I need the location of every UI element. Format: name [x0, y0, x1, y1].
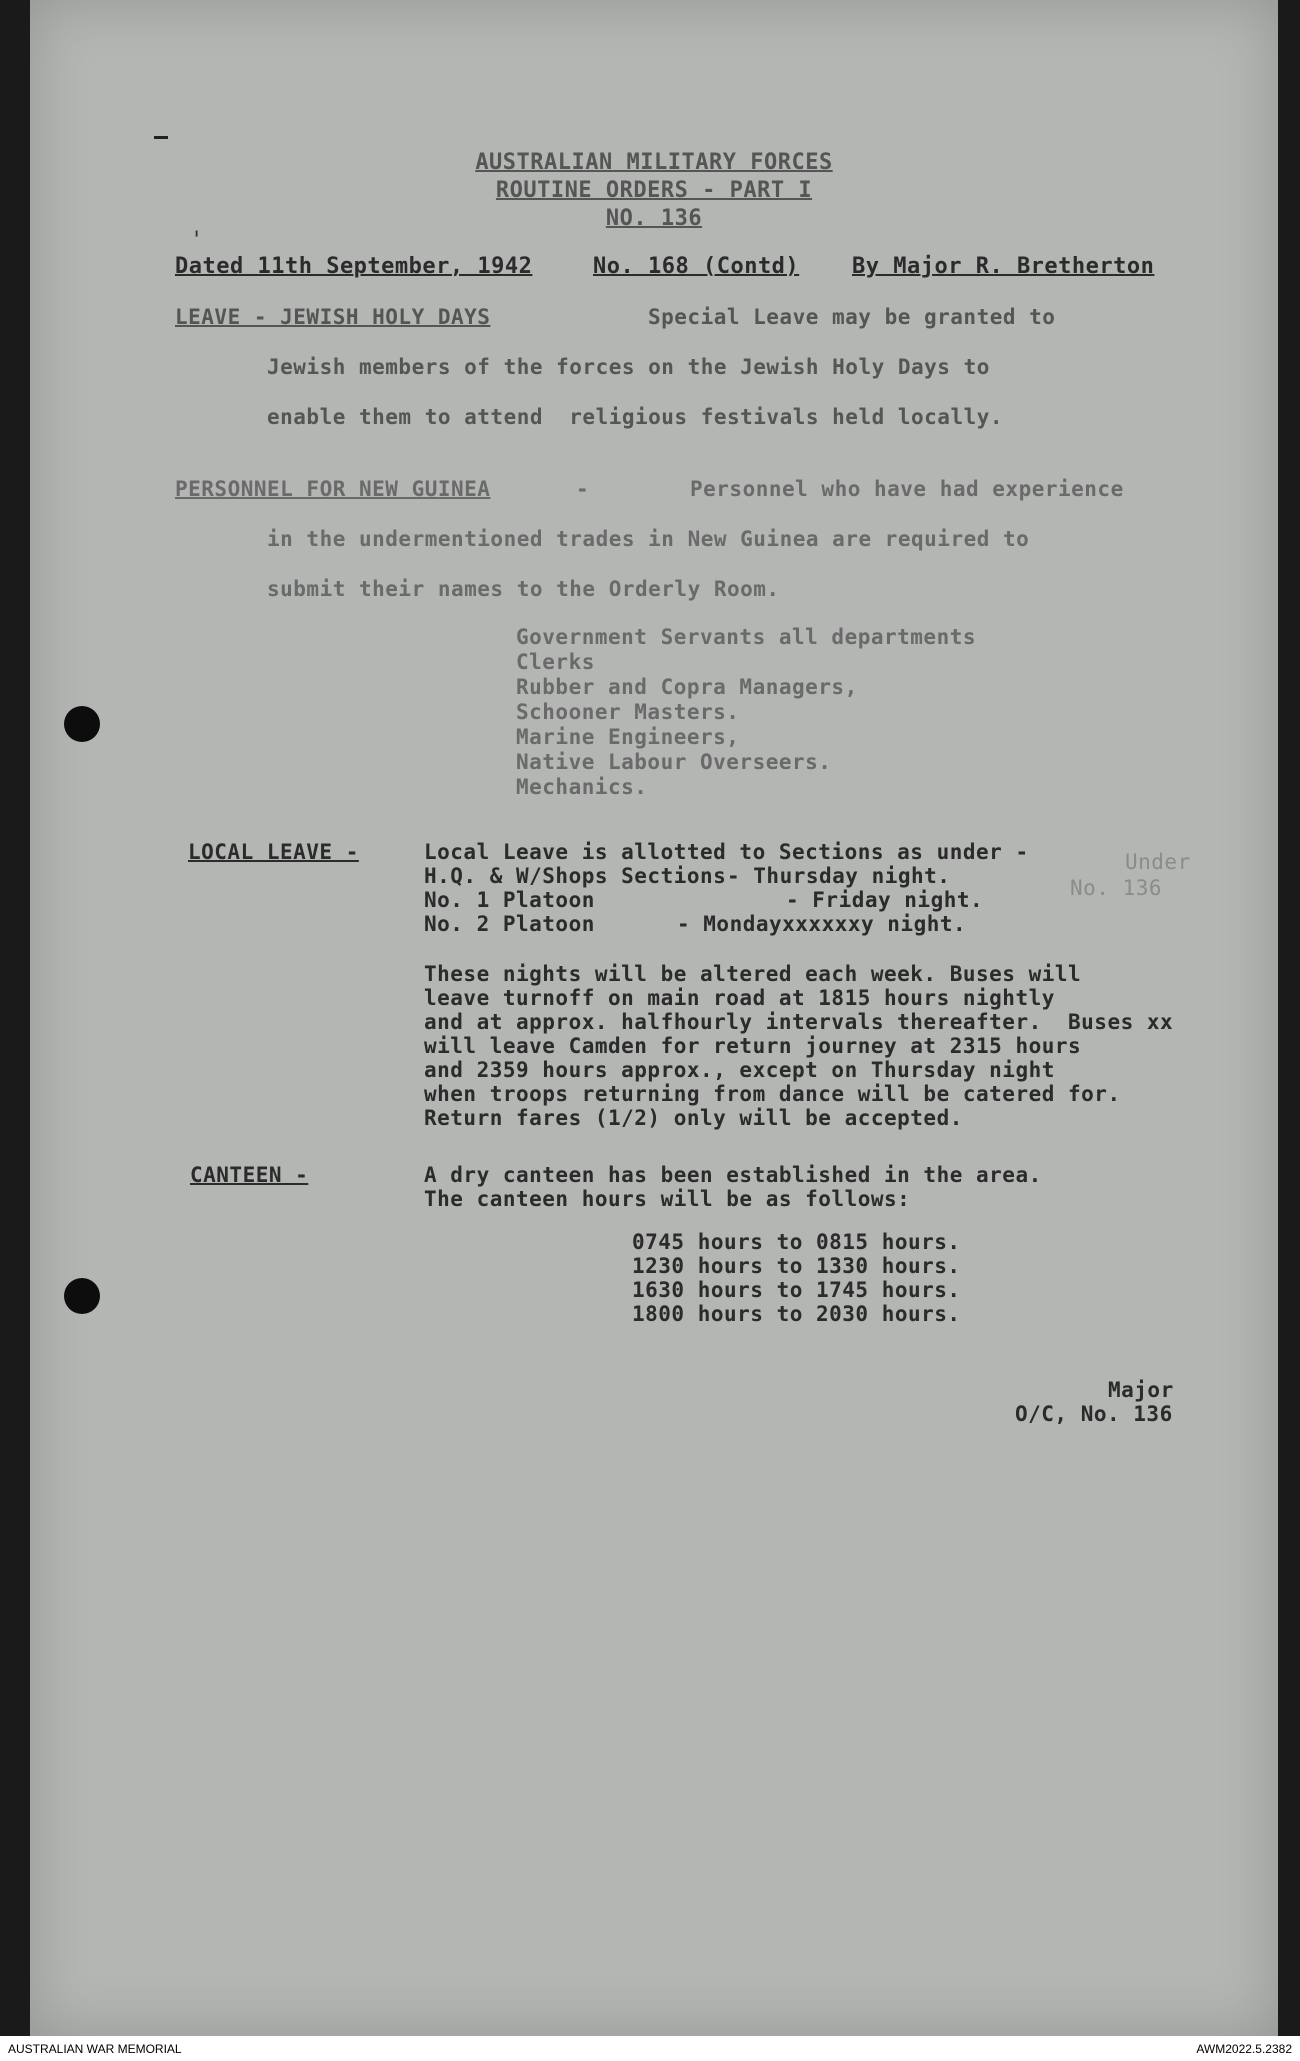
margin-mark [154, 136, 168, 139]
header-subtitle: ROUTINE ORDERS - PART I [495, 178, 813, 203]
signature-title: O/C, No. 136 [1015, 1402, 1173, 1426]
leave-night: - Friday night. [786, 888, 984, 912]
paragraph-line: when troops returning from dance will be catered for. [424, 1082, 1121, 1106]
paragraph-line: will leave Camden for return journey at 2315 hours [424, 1034, 1082, 1058]
paragraph-line: These nights will be altered each week. Buses will [424, 962, 1082, 986]
heading-dash: - [576, 477, 590, 501]
leave-unit: No. 1 Platoon [424, 888, 595, 912]
leave-night: - Mondayxxxxxxy night. [677, 912, 967, 936]
trade-item: Government Servants all departments [516, 625, 977, 649]
trade-item: Mechanics. [516, 775, 648, 799]
bleed-through-text: Under [1125, 850, 1191, 874]
trade-item: Clerks [516, 650, 595, 674]
paragraph-line: Personnel who have had experience [690, 477, 1124, 501]
paragraph-line: Special Leave may be granted to [648, 305, 1056, 329]
section-heading-jewish-leave: LEAVE - JEWISH HOLY DAYS [175, 305, 491, 329]
paragraph-line: submit their names to the Orderly Room. [267, 577, 780, 601]
dated: Dated 11th September, 1942 [175, 254, 533, 279]
bleed-through-text: No. 136 [1070, 876, 1163, 900]
leave-unit: H.Q. & W/Shops Sections [424, 864, 727, 888]
paragraph-line: Local Leave is allotted to Sections as under - [424, 840, 1029, 864]
issued-by: By Major R. Bretherton [852, 254, 1155, 279]
signature-rank: Major [1108, 1378, 1174, 1402]
paragraph-line: enable them to attend religious festivals held locally. [267, 405, 1004, 429]
paragraph-line: leave turnoff on main road at 1815 hours nightly [424, 986, 1055, 1010]
leave-unit: No. 2 Platoon [424, 912, 595, 936]
trade-item: Marine Engineers, [516, 725, 740, 749]
paragraph-line: A dry canteen has been established in the area. [424, 1163, 1042, 1187]
paragraph-line: Jewish members of the forces on the Jewish Holy Days to [267, 355, 990, 379]
trade-item: Native Labour Overseers. [516, 750, 832, 774]
footer-source: AUSTRALIAN WAR MEMORIAL [8, 2042, 182, 2056]
canteen-hours: 1800 hours to 2030 hours. [632, 1302, 961, 1326]
paragraph-line: The canteen hours will be as follows: [424, 1187, 911, 1211]
pencil-tick: ' [190, 228, 204, 253]
trade-item: Rubber and Copra Managers, [516, 675, 858, 699]
footer-reference: AWM2022.5.2382 [1196, 2042, 1292, 2056]
document-page [30, 0, 1278, 2036]
header-number: NO. 136 [605, 206, 703, 231]
section-heading-new-guinea: PERSONNEL FOR NEW GUINEA [175, 477, 491, 501]
canteen-hours: 1630 hours to 1745 hours. [632, 1278, 961, 1302]
paragraph-line: in the undermentioned trades in New Guinea are required to [267, 527, 1030, 551]
leave-night: - Thursday night. [727, 864, 951, 888]
header-title: AUSTRALIAN MILITARY FORCES [475, 150, 833, 175]
punch-hole [64, 706, 100, 742]
order-number: No. 168 (Contd) [593, 254, 800, 279]
paragraph-line: Return fares (1/2) only will be accepted. [424, 1106, 963, 1130]
punch-hole [64, 1278, 100, 1314]
trade-item: Schooner Masters. [516, 700, 740, 724]
canteen-hours: 0745 hours to 0815 hours. [632, 1230, 961, 1254]
canteen-hours: 1230 hours to 1330 hours. [632, 1254, 961, 1278]
paragraph-line: and at approx. halfhourly intervals thereafter. Buses xx [424, 1010, 1174, 1034]
section-heading-local-leave: LOCAL LEAVE - [188, 840, 359, 864]
paragraph-line: and 2359 hours approx., except on Thursday night [424, 1058, 1055, 1082]
section-heading-canteen: CANTEEN - [190, 1163, 309, 1187]
archive-footer [0, 2036, 1300, 2061]
